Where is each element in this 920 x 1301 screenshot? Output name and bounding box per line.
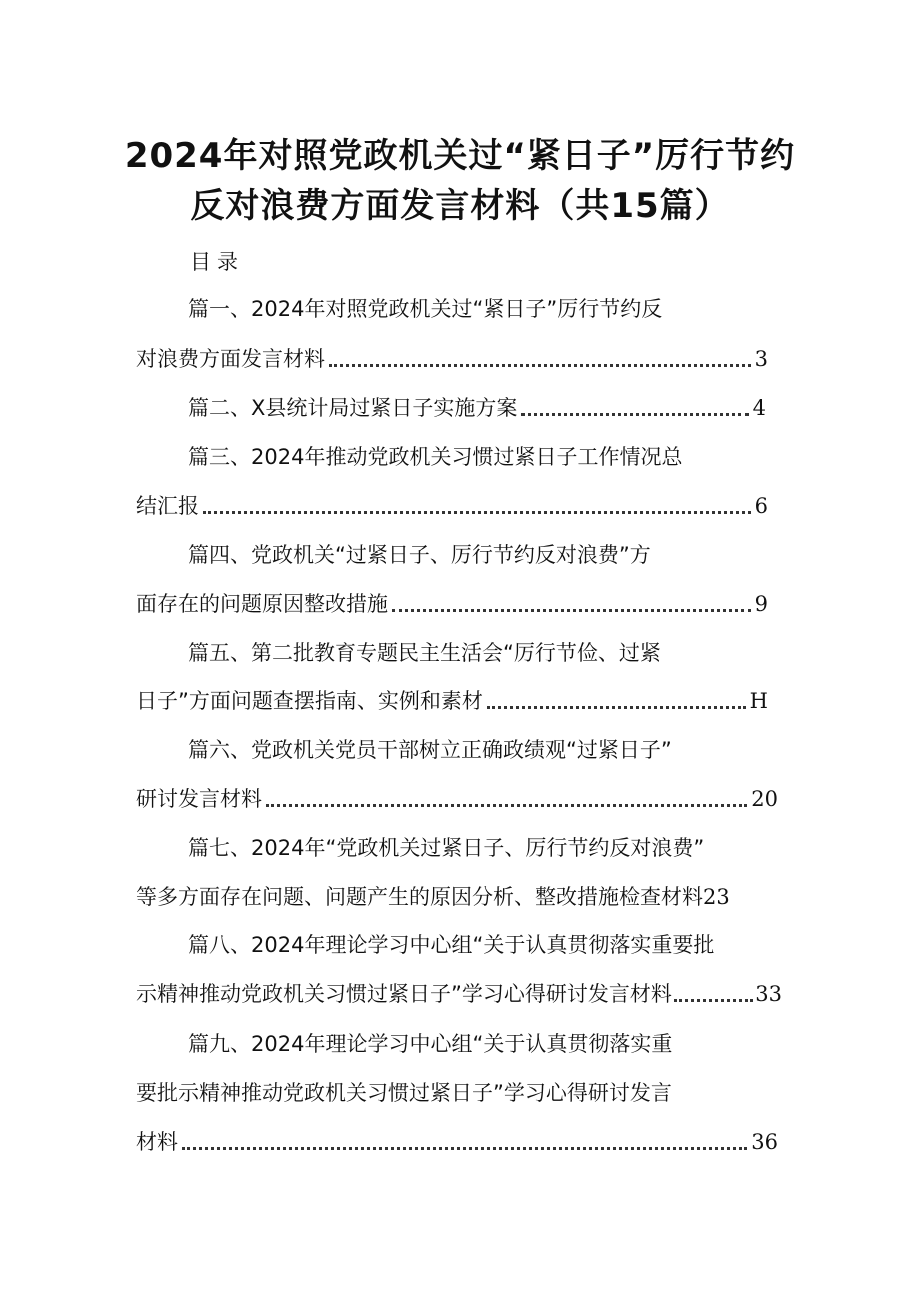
toc-entry-5-row[interactable]	[136, 686, 768, 716]
toc-entry-2-line-1: 篇二、X县统计局过紧日子实施方案	[188, 396, 518, 420]
toc-entry-1-row[interactable]	[136, 344, 768, 374]
toc-entry-9-line-3: 材料	[136, 1130, 178, 1154]
dot-leader	[266, 784, 747, 814]
toc-entry-5-line-1: 篇五、第二批教育专题民主生活会“厉行节俭、过紧	[188, 641, 661, 665]
document-title-line-2: 反对浪费方面发言材料（共15篇）	[190, 186, 730, 226]
toc-entry-9-page: 36	[751, 1130, 778, 1154]
toc-entry-7-page: 23	[703, 885, 730, 909]
toc-entry-4-line-2: 面存在的问题原因整改措施	[136, 592, 388, 616]
toc-entry-6-page: 20	[751, 787, 778, 811]
toc-entry-1-line-2: 对浪费方面发言材料	[136, 347, 325, 371]
dot-leader	[182, 1127, 747, 1157]
toc-entry-6-line-2: 研讨发言材料	[136, 787, 262, 811]
toc-entry-4-page: 9	[754, 592, 768, 616]
toc-entry-4-row[interactable]	[136, 589, 768, 619]
toc-entry-8-page: 33	[755, 982, 782, 1006]
toc-entry-3-line-1: 篇三、2024年推动党政机关习惯过紧日子工作情况总	[188, 445, 683, 469]
toc-entry-8-line-2: 示精神推动党政机关习惯过紧日子”学习心得研讨发言材料	[136, 982, 672, 1006]
toc-entry-4-line-1: 篇四、党政机关“过紧日子、厉行节约反对浪费”方	[188, 543, 651, 567]
toc-entry-9-row[interactable]	[136, 1127, 778, 1157]
toc-entry-9-line-1: 篇九、2024年理论学习中心组“关于认真贯彻落实重	[188, 1032, 673, 1056]
dot-leader	[487, 686, 746, 716]
toc-entry-6-row[interactable]	[136, 784, 778, 814]
toc-entry-5-line-2: 日子”方面问题查摆指南、实例和素材	[136, 689, 483, 713]
toc-entry-9-line-2: 要批示精神推动党政机关习惯过紧日子”学习心得研讨发言	[136, 1081, 672, 1105]
toc-entry-8-line-1: 篇八、2024年理论学习中心组“关于认真贯彻落实重要批	[188, 933, 715, 957]
toc-entry-3-page: 6	[754, 494, 768, 518]
toc-entry-6-line-1: 篇六、党政机关党员干部树立正确政绩观“过紧日子”	[188, 738, 672, 762]
toc-entry-3-row[interactable]	[136, 491, 768, 521]
dot-leader	[674, 979, 753, 1009]
toc-entry-8-row[interactable]	[136, 979, 782, 1009]
dot-leader	[329, 344, 751, 374]
toc-entry-7-line-1: 篇七、2024年“党政机关过紧日子、厉行节约反对浪费”	[188, 836, 705, 860]
dot-leader	[203, 491, 751, 521]
dot-leader	[392, 589, 751, 619]
toc-entry-1-line-1: 篇一、2024年对照党政机关过“紧日子”厉行节约反	[188, 297, 663, 321]
toc-entry-1-page: 3	[754, 347, 768, 371]
toc-entry-7-line-2: 等多方面存在问题、问题产生的原因分析、整改措施检查材料	[136, 885, 703, 909]
toc-entry-2-row[interactable]	[188, 393, 766, 423]
toc-entry-2-page: 4	[752, 396, 766, 420]
toc-entry-3-line-2: 结汇报	[136, 494, 199, 518]
toc-heading: 目录	[190, 250, 244, 274]
document-title-line-1: 2024年对照党政机关过“紧日子”厉行节约	[124, 136, 796, 176]
dot-leader	[521, 393, 748, 423]
toc-entry-7-row[interactable]	[136, 882, 786, 912]
toc-entry-5-page: H	[749, 689, 768, 713]
